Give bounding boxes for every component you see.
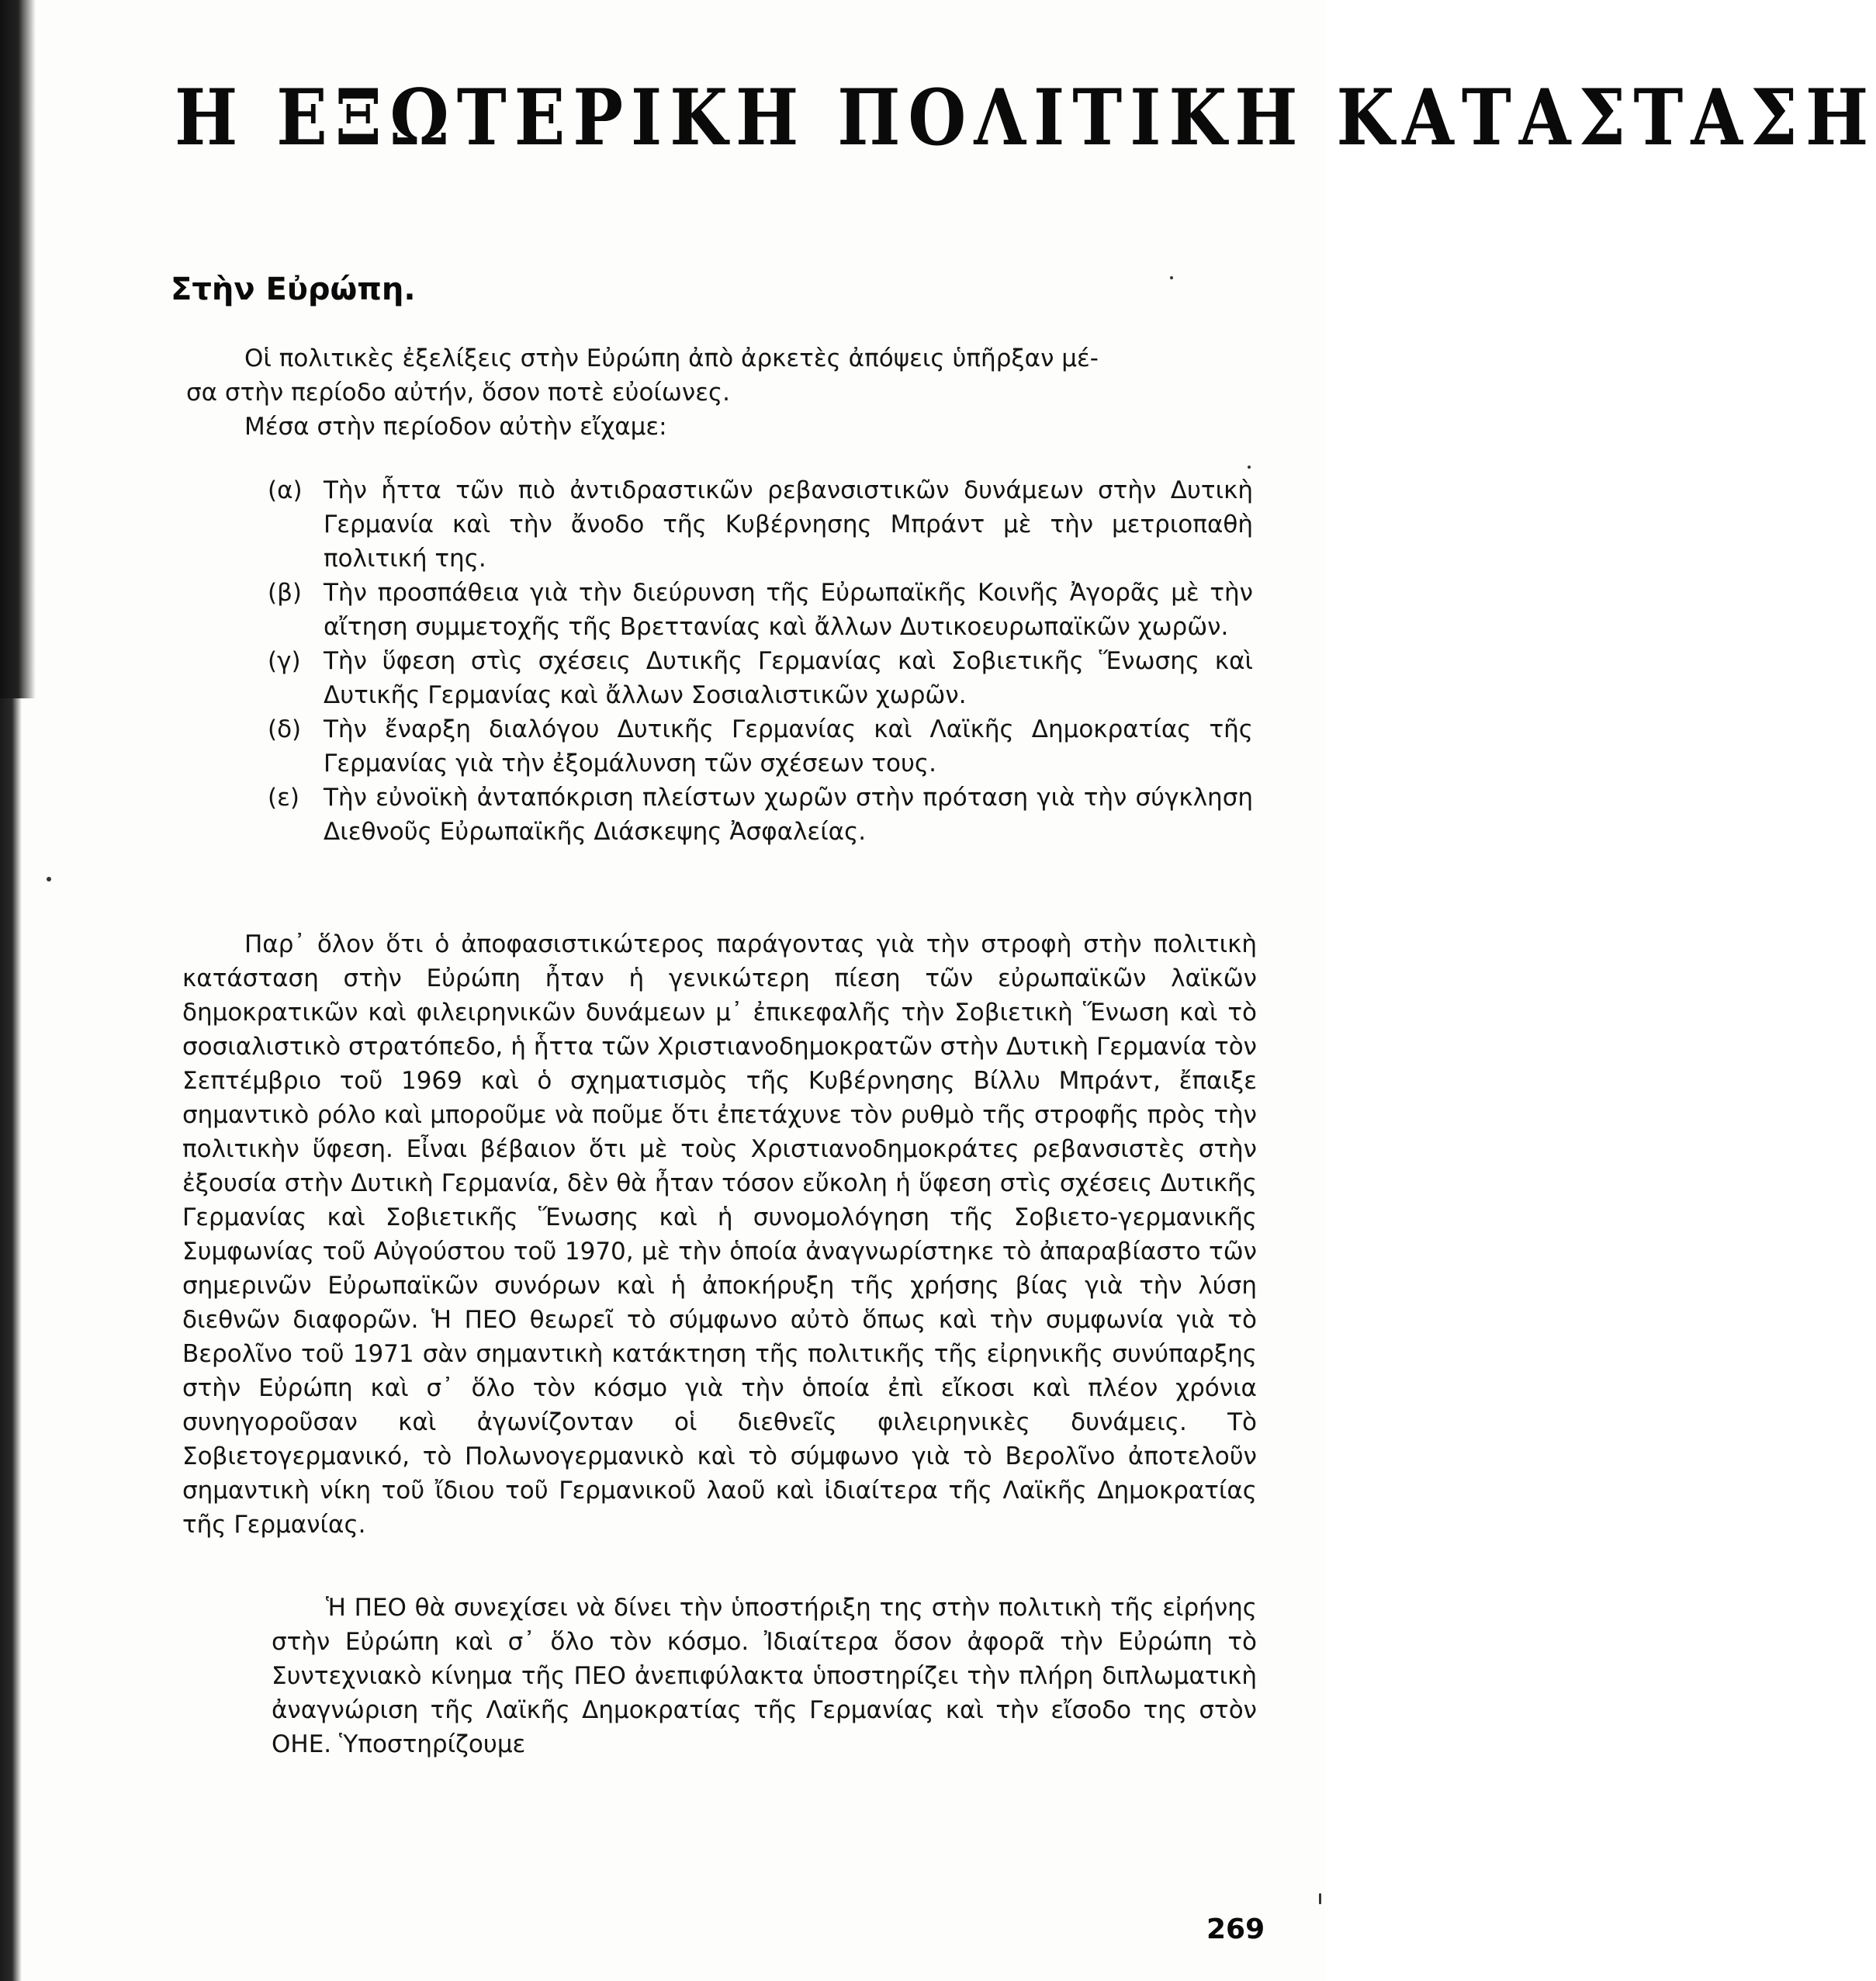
list-marker: (ε) (268, 784, 299, 812)
list-item (268, 473, 1253, 576)
list-item (268, 781, 1253, 849)
events-list (268, 473, 1253, 849)
scan-speck (1319, 1893, 1321, 1904)
page-number: 269 (1206, 1913, 1265, 1945)
page-title: Η ΕΞΩΤΕΡΙΚΗ ΠΟΛΙΤΙΚΗ ΚΑΤΑΣΤΑΣΗ (175, 72, 1876, 163)
intro-line-2: σα στὴν περίοδο αὐτήν, ὅσον ποτὲ εὐοίωνες. (186, 379, 730, 407)
list-marker: (α) (268, 476, 303, 504)
scan-speck (1170, 276, 1173, 279)
intro-line-1: Οἱ πολιτικὲς ἐξελίξεις στὴν Εὐρώπη ἀπὸ ἀρκετὲς ἀπόψεις ὑπῆρξαν μέ- (244, 345, 1099, 372)
scan-binding-shadow (0, 0, 36, 698)
section-heading: Στὴν Εὐρώπη. (171, 272, 416, 307)
list-item-text: Τὴν εὐνοϊκὴ ἀνταπόκριση πλείστων χωρῶν στὴν πρόταση γιὰ τὴν σύγκληση Διεθνοῦς Εὐρωπαϊκῆς Διάσκεψης Ἀσφαλείας. (324, 784, 1253, 846)
list-item-text: Τὴν προσπάθεια γιὰ τὴν διεύρυνση τῆς Εὐρωπαϊκῆς Κοινῆς Ἀγορᾶς μὲ τὴν αἴτηση συμμετοχῆς τῆς Βρεττανίας καὶ ἄλλων Δυτικοευρωπαϊκῶν χωρῶν. (324, 579, 1253, 641)
list-item-text: Τὴν ἧττα τῶν πιὸ ἀντιδραστικῶν ρεβανσιστικῶν δυνάμεων στὴν Δυτικὴ Γερμανία καὶ τὴν ἄνοδο τῆς Κυβέρνησης Μπράντ μὲ τὴν μετριοπαθὴ πολιτική της. (324, 476, 1253, 573)
intro-lead-paragraph (244, 410, 1245, 444)
body-paragraph-3 (272, 1591, 1257, 1761)
body-paragraph-2 (182, 927, 1257, 1542)
paragraph-text: Παρ᾿ ὅλον ὅτι ὁ ἀποφασιστικώτερος παράγοντας γιὰ τὴν στροφὴ στὴν πολιτικὴ κατάσταση στὴν Εὐρώπη ἦταν ἡ γενικώτερη πίεση τῶν εὐρωπαϊκῶν λαϊκῶν δημοκρατικῶν καὶ φιλειρηνικῶν δυνάμεων μ᾿ ἐπικεφαλῆς τὴν Σοβιετικὴ Ἕνωση καὶ τὸ σοσιαλιστικὸ στρατόπεδο, ἡ ἧττα τῶν Χριστιανοδημοκρατῶν στὴν Δυτικὴ Γερμανία τὸν Σεπτέμβριο τοῦ 1969 καὶ ὁ σχηματισμὸς τῆς Κυβέρνησης Βίλλυ Μπράντ, ἔπαιξε σημαντικὸ ρόλο καὶ μποροῦμε νὰ ποῦμε ὅτι ἐπετάχυνε τὸν ρυθμὸ τῆς στροφῆς πρὸς τὴν πολιτικὴν ὕφεση. Εἶναι βέβαιον ὅτι μὲ τοὺς Χριστιανοδημοκράτες ρεβανσιστὲς στὴν ἐξουσία στὴν Δυτικὴ Γερμανία, δὲν θὰ ἦταν τόσον εὔκολη ἡ ὕφεση στὶς σχέσεις Δυτικῆς Γερμανίας καὶ Σοβιετικῆς Ἕνωσης καὶ ἡ συνομολόγηση τῆς Σοβιετο-γερμανικῆς Συμφωνίας τοῦ Αὐγούστου τοῦ 1970, μὲ τὴν ὁποία ἀναγνωρίστηκε τὸ ἀπαραβίαστο τῶν σημερινῶν Εὐρωπαϊκῶν συνόρων καὶ ἡ ἀποκήρυξη τῆς χρήσης βίας γιὰ τὴν λύση διεθνῶν διαφορῶν. Ἡ ΠΕΟ θεωρεῖ τὸ σύμφωνο αὐτὸ ὅπως καὶ τὴν συμφωνία γιὰ τὸ Βερολῖνο τοῦ 1971 σὰν σημαντικὴ κατάκτηση τῆς πολιτικῆς τῆς εἰρηνικῆς συνύπαρξης στὴν Εὐρώπη καὶ σ᾿ ὅλο τὸν κόσμο γιὰ τὴν ὁποία ἐπὶ εἴκοσι καὶ πλέον χρόνια συνηγοροῦσαν καὶ ἀγωνίζονταν οἱ διεθνεῖς φιλειρηνικὲς δυνάμεις. Τὸ Σοβιετογερμανικό, τὸ Πολωνογερμανικὸ καὶ τὸ σύμφωνο γιὰ τὸ Βερολῖνο ἀποτελοῦν σημαντικὴ νίκη τοῦ ἴδιου τοῦ Γερμανικοῦ λαοῦ καὶ ἰδιαίτερα τῆς Λαϊκῆς Δημοκρατίας τῆς Γερμανίας. (182, 930, 1257, 1539)
list-item-text: Τὴν ὕφεση στὶς σχέσεις Δυτικῆς Γερμανίας καὶ Σοβιετικῆς Ἕνωσης καὶ Δυτικῆς Γερμανίας καὶ ἄλλων Σοσιαλιστικῶν χωρῶν. (324, 647, 1253, 709)
list-marker: (δ) (268, 715, 302, 743)
intro-paragraph-continuation (186, 376, 1241, 410)
paragraph-text: Ἡ ΠΕΟ θὰ συνεχίσει νὰ δίνει τὴν ὑποστήριξη της στὴν πολιτικὴ τῆς εἰρήνης στὴν Εὐρώπη καὶ σ᾿ ὅλο τὸν κόσμο. Ἰδιαίτερα ὅσον ἀφορᾶ τὴν Εὐρώπη τὸ Συντεχνιακὸ κίνημα τῆς ΠΕΟ ἀνεπιφύλακτα ὑποστηρίζει τὴν πλήρη διπλωματικὴ ἀναγνώριση τῆς Λαϊκῆς Δημοκρατίας τῆς Γερμανίας καὶ τὴν εἴσοδο της στὸν ΟΗΕ. Ὑποστηρίζουμε (272, 1594, 1257, 1758)
list-marker: (β) (268, 579, 302, 607)
list-item (268, 576, 1253, 644)
intro-paragraph (244, 341, 1245, 376)
list-item-text: Τὴν ἔναρξη διαλόγου Δυτικῆς Γερμανίας καὶ Λαϊκῆς Δημοκρατίας τῆς Γερμανίας γιὰ τὴν ἐξομάλυνση τῶν σχέσεων τους. (324, 715, 1253, 778)
list-item (268, 712, 1253, 781)
scan-speck (1248, 466, 1251, 469)
list-item (268, 644, 1253, 712)
list-marker: (γ) (268, 647, 301, 675)
intro-lead: Μέσα στὴν περίοδον αὐτὴν εἴχαμε: (244, 413, 667, 441)
scan-speck (47, 877, 51, 881)
